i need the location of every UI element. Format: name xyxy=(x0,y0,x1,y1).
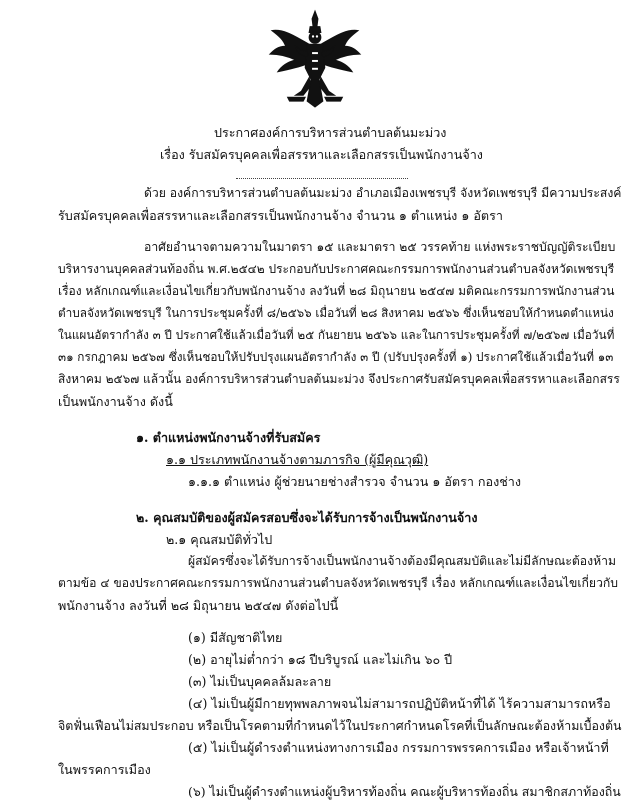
authority-line-1: อาศัยอำนาจตามความในมาตรา ๑๕ และมาตรา ๒๕ วรรคท้าย แห่งพระราชบัญญัติระเบียบ xyxy=(144,240,616,254)
authority-line-5: ในแผนอัตรากำลัง ๓ ปี ประกาศใช้แล้วเมื่อวันที่ ๒๕ กันยายน ๒๕๖๖ และในการประชุมครั้งที่ ๗/๒๕๖๗ เมื่อวันที่ xyxy=(58,328,615,342)
qualification-item-1: (๑) มีสัญชาติไทย xyxy=(188,630,283,645)
section-1-heading: ๑. ตำแหน่งพนักงานจ้างที่รับสมัคร xyxy=(136,430,321,445)
qualification-para-3: พนักงานจ้าง ลงวันที่ ๒๘ มิถุนายน ๒๕๔๗ ดังต่อไปนี้ xyxy=(58,598,339,613)
authority-line-2: บริหารงานบุคคลส่วนท้องถิ่น พ.ศ.๒๕๔๒ ประกอบกับประกาศคณะกรรมการพนักงานส่วนตำบลจังหวัดเพชรบุรี xyxy=(58,262,615,276)
intro-line-2: รับสมัครบุคคลเพื่อสรรหาและเลือกสรรเป็นพนักงานจ้าง จำนวน ๑ ตำแหน่ง ๑ อัตรา xyxy=(58,208,503,223)
qualification-para-2: ตามข้อ ๔ ของประกาศคณะกรรมการพนักงานส่วนตำบลจังหวัดเพชรบุรี เรื่อง หลักเกณฑ์และเงื่อนไขเกี่ยวกับ xyxy=(58,576,619,590)
qualification-item-5: (๕) ไม่เป็นผู้ดำรงตำแหน่งทางการเมือง กรรมการพรรคการเมือง หรือเจ้าหน้าที่ xyxy=(188,740,609,755)
qualification-item-5-cont: ในพรรคการเมือง xyxy=(58,762,151,777)
section-2-heading: ๒. คุณสมบัติของผู้สมัครสอบซึ่งจะได้รับการจ้างเป็นพนักงานจ้าง xyxy=(136,510,478,525)
authority-line-8: เป็นพนักงานจ้าง ดังนี้ xyxy=(58,394,173,409)
qualification-item-3: (๓) ไม่เป็นบุคคลล้มละลาย xyxy=(188,674,332,689)
authority-line-3: เรื่อง หลักเกณฑ์และเงื่อนไขเกี่ยวกับพนักงานจ้าง ลงวันที่ ๒๘ มิถุนายน ๒๕๔๗ มติคณะกรรมการพนักงานส่วน xyxy=(58,284,615,298)
intro-line-1: ด้วย องค์การบริหารส่วนตำบลต้นมะม่วง อำเภอเมืองเพชรบุรี จังหวัดเพชรบุรี มีความประสงค์ xyxy=(144,186,622,200)
section-2-1-heading: ๒.๑ คุณสมบัติทั่วไป xyxy=(166,532,273,547)
qualification-para-1: ผู้สมัครซึ่งจะได้รับการจ้างเป็นพนักงานจ้างต้องมีคุณสมบัติและไม่มีลักษณะต้องห้าม xyxy=(188,554,616,568)
document-title: ประกาศองค์การบริหารส่วนตำบลต้นมะม่วง xyxy=(214,125,447,140)
authority-line-7: สิงหาคม ๒๕๖๗ แล้วนั้น องค์การบริหารส่วนตำบลต้นมะม่วง จึงประกาศรับสมัครบุคคลเพื่อสรรหาและเลือกสรร xyxy=(58,372,620,386)
qualification-item-6: (๖) ไม่เป็นผู้ดำรงตำแหน่งผู้บริหารท้องถิ่น คณะผู้บริหารท้องถิ่น สมาชิกสภาท้องถิ่น xyxy=(188,784,621,799)
garuda-emblem-icon xyxy=(266,6,364,110)
qualification-item-4-cont: จิตฟั่นเฟือนไม่สมประกอบ หรือเป็นโรคตามที่กำหนดไว้ในประกาศกำหนดโรคที่เป็นลักษณะต้องห้ามเบื้องต้น xyxy=(58,718,622,733)
authority-line-6: ๓๑ กรกฎาคม ๒๕๖๗ ซึ่งเห็นชอบให้ปรับปรุงแผนอัตรากำลัง ๓ ปี (ปรับปรุงครั้งที่ ๑) ประกาศใช้แล้วเมื่อวันที่ ๑๓ xyxy=(58,350,614,364)
section-1-1-heading: ๑.๑ ประเภทพนักงานจ้างตามภารกิจ (ผู้มีคุณวุฒิ) xyxy=(166,452,429,467)
title-divider xyxy=(236,178,408,179)
qualification-item-4: (๔) ไม่เป็นผู้มีกายทุพพลภาพจนไม่สามารถปฏิบัติหน้าที่ได้ ไร้ความสามารถหรือ xyxy=(188,696,611,711)
qualification-item-2: (๒) อายุไม่ต่ำกว่า ๑๘ ปีบริบูรณ์ และไม่เกิน ๖๐ ปี xyxy=(188,652,453,667)
authority-line-4: ตำบลจังหวัดเพชรบุรี ในการประชุมครั้งที่ ๘/๒๕๖๖ เมื่อวันที่ ๒๘ สิงหาคม ๒๕๖๖ ซึ่งเห็นชอบให้กำหนดตำแหน่ง xyxy=(58,306,614,320)
position-row: ๑.๑.๑ ตำแหน่ง ผู้ช่วยนายช่างสำรวจ จำนวน ๑ อัตรา กองช่าง xyxy=(188,474,522,489)
document-subject: เรื่อง รับสมัครบุคคลเพื่อสรรหาและเลือกสรรเป็นพนักงานจ้าง xyxy=(160,147,483,162)
